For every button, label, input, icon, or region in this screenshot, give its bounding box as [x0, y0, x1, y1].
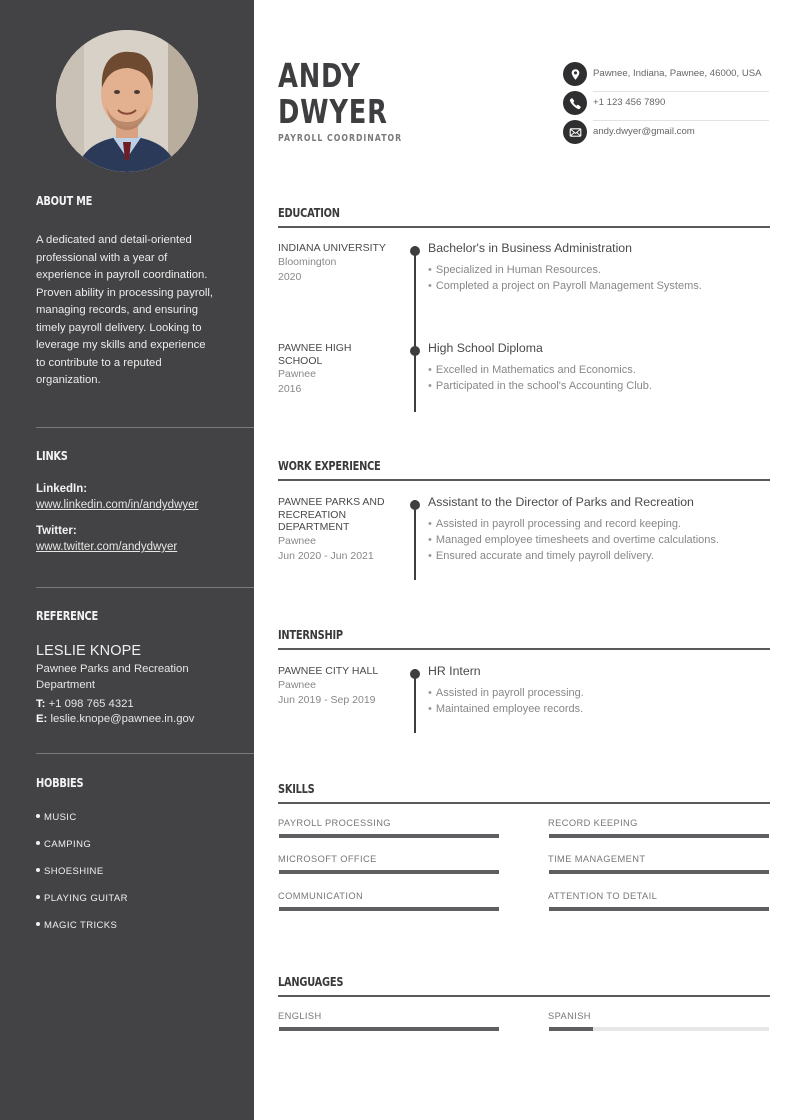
hobby-item [36, 864, 254, 891]
twitter-link[interactable]: www.twitter.com/andydwyer [36, 541, 178, 553]
address-text: Pawnee, Indiana, Pawnee, 46000, USA [593, 68, 762, 79]
language-level-bar [549, 1027, 769, 1031]
bullet-item: • Ensured accurate and timely payroll delivery. [428, 548, 719, 564]
timeline-line [414, 500, 416, 580]
internship-date-range: Jun 2019 - Sep 2019 [278, 693, 376, 706]
job-title: PAYROLL COORDINATOR [278, 133, 403, 144]
entry-meta [278, 496, 396, 564]
skills-heading: SKILLS [278, 782, 315, 796]
section-divider [278, 226, 770, 228]
timeline-dot-icon [410, 246, 420, 256]
skill-item [548, 891, 769, 901]
reference-organization: Pawnee Parks and Recreation Department [36, 663, 189, 691]
language-level-fill [279, 1027, 499, 1031]
section-divider [278, 648, 770, 650]
reference-heading: REFERENCE [36, 609, 99, 623]
timeline-dot-icon [410, 669, 420, 679]
reference-email-value: leslie.knope@pawnee.in.gov [50, 713, 195, 725]
bullet-item: • Assisted in payroll processing and record keeping. [428, 516, 719, 532]
skill-item [278, 818, 499, 828]
timeline-dot-icon [410, 346, 420, 356]
language-name: SPANISH [548, 1011, 591, 1021]
institution-location: Pawnee [278, 368, 316, 380]
skill-level-bar [279, 907, 499, 911]
skill-name: TIME MANAGEMENT [548, 854, 646, 864]
education-date: 2020 [278, 270, 302, 283]
bullet-icon [36, 922, 40, 926]
phone-icon [563, 91, 587, 115]
envelope-icon [563, 120, 587, 144]
skill-level-fill [549, 907, 769, 911]
organization-name: PAWNEE CITY HALL [278, 665, 379, 677]
work-experience-heading: WORK EXPERIENCE [278, 459, 381, 473]
hobby-item [36, 837, 254, 864]
skill-level-fill [279, 834, 499, 838]
bullet-icon [36, 868, 40, 872]
reference-phone-value: +1 098 765 4321 [48, 698, 134, 710]
skill-name: PAYROLL PROCESSING [278, 818, 391, 828]
degree-title: High School Diploma [428, 341, 543, 355]
reference-email-label: E: [36, 713, 48, 725]
hobbies-section [36, 776, 254, 945]
reference-name: LESLIE KNOPE [36, 643, 142, 659]
entry-bullets [428, 362, 652, 394]
entry-meta [278, 242, 396, 285]
about-text: A dedicated and detail-oriented professional with a year of experience in payroll coordination. Proven ability in processing payroll, managing records, and ensuring timely payroll delivery. Looking to leverage my skills and experience to contribute to a reputed organization. [36, 234, 214, 386]
timeline-dot-icon [410, 500, 420, 510]
skill-level-bar [549, 870, 769, 874]
section-divider [278, 995, 770, 997]
skill-level-bar [549, 907, 769, 911]
internship-heading: INTERNSHIP [278, 628, 343, 642]
language-level-bar [279, 1027, 499, 1031]
organization-location: Pawnee [278, 678, 316, 691]
link-linkedin [36, 483, 254, 513]
education-heading: EDUCATION [278, 206, 340, 220]
language-item [548, 1011, 769, 1021]
reference-email [36, 712, 254, 727]
sidebar-divider [36, 753, 254, 754]
bullet-item: • Excelled in Mathematics and Economics. [428, 362, 652, 378]
skill-level-fill [549, 834, 769, 838]
contact-phone [563, 91, 769, 120]
entry-meta [278, 665, 396, 708]
section-divider [278, 802, 770, 804]
degree-title: Bachelor's in Business Administration [428, 241, 632, 255]
bullet-item: • Specialized in Human Resources. [428, 262, 702, 278]
organization-location: Pawnee [278, 534, 316, 547]
contact-address [563, 62, 769, 91]
location-pin-icon [563, 62, 587, 86]
skill-level-fill [549, 870, 769, 874]
skill-name: ATTENTION TO DETAIL [548, 891, 658, 901]
profile-photo [56, 30, 198, 172]
links-section [36, 449, 254, 555]
bullet-item: • Participated in the school's Accounting Club. [428, 378, 652, 394]
hobbies-heading: HOBBIES [36, 776, 84, 790]
skill-level-bar [549, 834, 769, 838]
bullet-icon [36, 814, 40, 818]
last-name: DWYER [278, 92, 388, 131]
portrait-image [56, 30, 198, 172]
bullet-item: • Assisted in payroll processing. [428, 685, 584, 701]
timeline-line [414, 246, 416, 412]
linkedin-label: LinkedIn: [36, 483, 88, 495]
skill-name: MICROSOFT OFFICE [278, 854, 377, 864]
reference-phone [36, 697, 254, 712]
skill-item [548, 854, 769, 864]
sidebar-divider [36, 587, 254, 588]
email-text: andy.dwyer@gmail.com [593, 126, 695, 137]
job-role: HR Intern [428, 664, 481, 678]
reference-phone-label: T: [36, 698, 46, 710]
skill-item [278, 891, 499, 901]
language-name: ENGLISH [278, 1011, 322, 1021]
hobby-label: SHOESHINE [44, 866, 104, 877]
bullet-item: • Managed employee timesheets and overtime calculations. [428, 532, 719, 548]
skill-name: RECORD KEEPING [548, 818, 638, 828]
skill-item [548, 818, 769, 828]
reference-section [36, 609, 254, 727]
full-name [278, 58, 388, 130]
language-level-fill [549, 1027, 593, 1031]
hobby-item [36, 918, 254, 945]
hobby-label: MAGIC TRICKS [44, 920, 118, 931]
entry-bullets [428, 685, 584, 717]
job-role: Assistant to the Director of Parks and Recreation [428, 495, 694, 509]
work-date-range: Jun 2020 - Jun 2021 [278, 549, 374, 562]
language-item [278, 1011, 499, 1021]
sidebar-divider [36, 427, 254, 428]
skill-level-fill [279, 870, 499, 874]
hobby-label: PLAYING GUITAR [44, 893, 128, 904]
institution-location: Bloomington [278, 255, 337, 268]
hobby-item [36, 891, 254, 918]
entry-bullets [428, 516, 719, 564]
first-name: ANDY [278, 56, 361, 95]
hobby-item [36, 810, 254, 837]
section-divider [278, 479, 770, 481]
institution-name: INDIANA UNIVERSITY [278, 242, 386, 254]
contact-email [563, 120, 769, 149]
twitter-label: Twitter: [36, 525, 77, 537]
hobbies-list [36, 810, 254, 945]
bullet-icon [36, 895, 40, 899]
organization-name: PAWNEE PARKS AND RECREATION DEPARTMENT [278, 496, 385, 533]
hobby-label: MUSIC [44, 812, 77, 823]
bullet-item: • Completed a project on Payroll Management Systems. [428, 278, 702, 294]
bullet-item: • Maintained employee records. [428, 701, 584, 717]
entry-meta [278, 342, 396, 397]
skill-level-bar [279, 834, 499, 838]
hobby-label: CAMPING [44, 839, 92, 850]
link-twitter [36, 525, 254, 555]
education-date: 2016 [278, 383, 302, 395]
links-heading: LINKS [36, 449, 68, 463]
about-heading: ABOUT ME [36, 194, 93, 208]
linkedin-link[interactable]: www.linkedin.com/in/andydwyer [36, 499, 199, 511]
entry-bullets [428, 262, 702, 294]
skill-item [278, 854, 499, 864]
skill-level-fill [279, 907, 499, 911]
sidebar [0, 0, 254, 1120]
bullet-icon [36, 841, 40, 845]
about-section [36, 194, 254, 390]
phone-text: +1 123 456 7890 [593, 97, 666, 108]
skill-level-bar [279, 870, 499, 874]
institution-name: PAWNEE HIGH SCHOOL [278, 342, 352, 367]
skill-name: COMMUNICATION [278, 891, 364, 901]
languages-heading: LANGUAGES [278, 975, 344, 989]
